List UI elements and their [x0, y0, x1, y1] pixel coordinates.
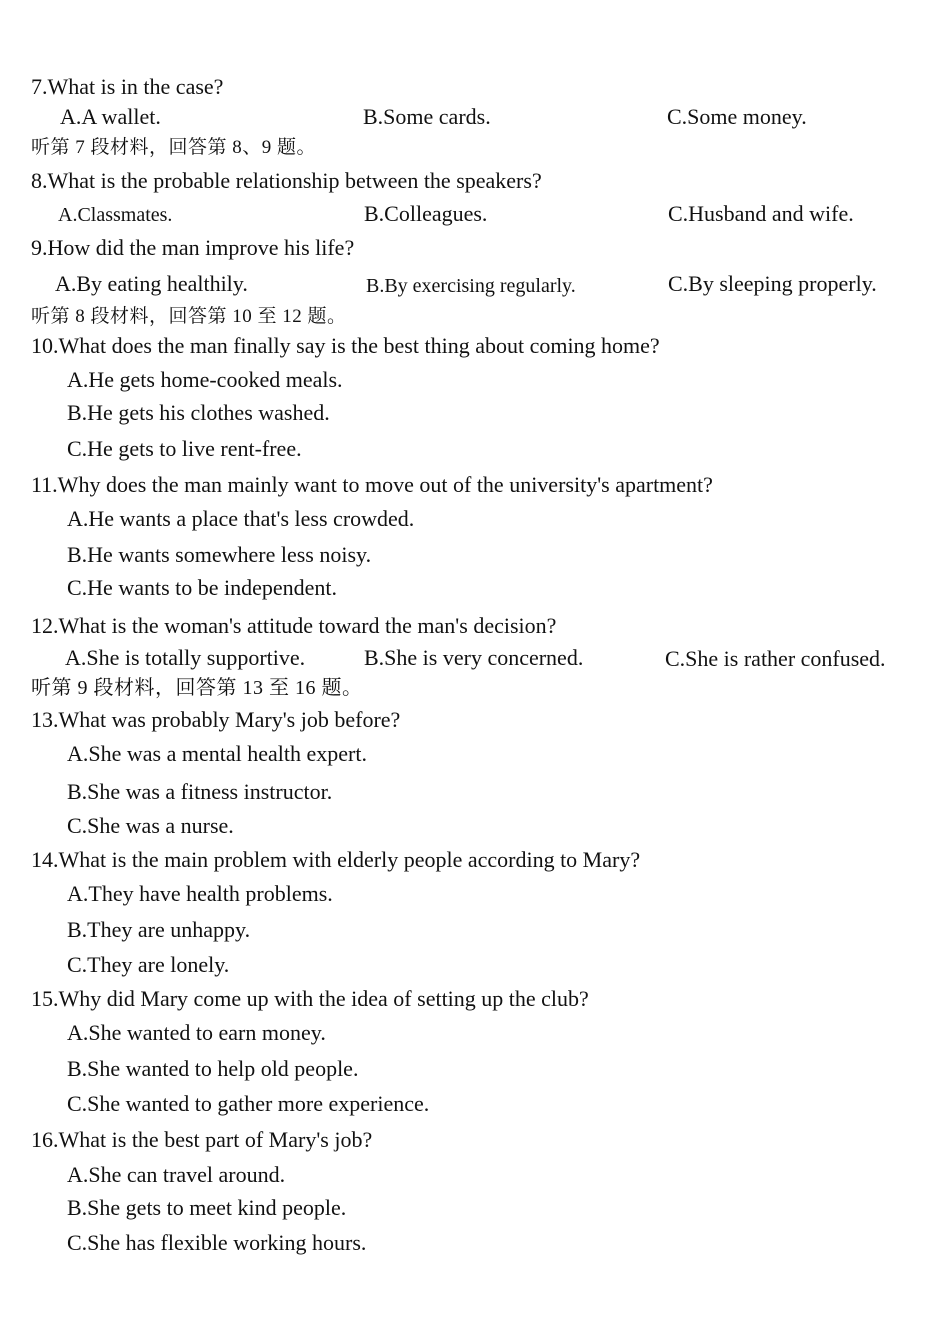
- question-8-option-a: A.Classmates.: [58, 204, 173, 226]
- question-12-option-b: B.She is very concerned.: [364, 645, 584, 670]
- question-11-option-a: A.He wants a place that's less crowded.: [67, 506, 415, 531]
- question-16-option-b: B.She gets to meet kind people.: [67, 1195, 347, 1220]
- section-9-heading: 听第 9 段材料，回答第 13 至 16 题。: [31, 677, 363, 699]
- question-13-stem: 13.What was probably Mary's job before?: [31, 707, 401, 732]
- question-7-option-a: A.A wallet.: [60, 104, 161, 129]
- question-10-option-c: C.He gets to live rent-free.: [67, 436, 302, 461]
- question-10-option-b: B.He gets his clothes washed.: [67, 400, 330, 425]
- question-12-option-a: A.She is totally supportive.: [65, 645, 306, 670]
- question-14-option-a: A.They have health problems.: [67, 881, 333, 906]
- question-9-option-c: C.By sleeping properly.: [668, 271, 877, 296]
- question-7-option-c: C.Some money.: [667, 104, 807, 129]
- question-11-option-b: B.He wants somewhere less noisy.: [67, 542, 372, 567]
- question-12-stem: 12.What is the woman's attitude toward the man's decision?: [31, 613, 557, 638]
- question-15-option-b: B.She wanted to help old people.: [67, 1056, 359, 1081]
- question-12-option-c: C.She is rather confused.: [665, 646, 886, 671]
- question-14-option-c: C.They are lonely.: [67, 952, 230, 977]
- question-7-option-b: B.Some cards.: [363, 104, 491, 129]
- question-15-stem: 15.Why did Mary come up with the idea of setting up the club?: [31, 986, 589, 1011]
- question-16-stem: 16.What is the best part of Mary's job?: [31, 1127, 373, 1152]
- question-16-option-c: C.She has flexible working hours.: [67, 1230, 367, 1255]
- question-13-option-c: C.She was a nurse.: [67, 813, 234, 838]
- question-13-option-b: B.She was a fitness instructor.: [67, 779, 333, 804]
- question-8-option-c: C.Husband and wife.: [668, 201, 854, 226]
- question-15-option-c: C.She wanted to gather more experience.: [67, 1091, 430, 1116]
- question-15-option-a: A.She wanted to earn money.: [67, 1020, 326, 1045]
- question-11-stem: 11.Why does the man mainly want to move out of the university's apartment?: [31, 472, 713, 497]
- question-14-stem: 14.What is the main problem with elderly people according to Mary?: [31, 847, 641, 872]
- question-13-option-a: A.She was a mental health expert.: [67, 741, 367, 766]
- question-7-stem: 7.What is in the case?: [31, 74, 224, 99]
- question-9-option-a: A.By eating healthily.: [55, 271, 248, 296]
- question-14-option-b: B.They are unhappy.: [67, 917, 251, 942]
- question-8-stem: 8.What is the probable relationship between the speakers?: [31, 168, 542, 193]
- question-11-option-c: C.He wants to be independent.: [67, 575, 338, 600]
- section-8-heading: 听第 8 段材料，回答第 10 至 12 题。: [31, 306, 347, 327]
- question-10-stem: 10.What does the man finally say is the best thing about coming home?: [31, 333, 660, 358]
- question-8-option-b: B.Colleagues.: [364, 201, 488, 226]
- question-10-option-a: A.He gets home-cooked meals.: [67, 367, 343, 392]
- question-16-option-a: A.She can travel around.: [67, 1162, 286, 1187]
- question-9-option-b: B.By exercising regularly.: [366, 275, 576, 297]
- section-7-heading: 听第 7 段材料，回答第 8、9 题。: [31, 137, 317, 158]
- question-9-stem: 9.How did the man improve his life?: [31, 235, 355, 260]
